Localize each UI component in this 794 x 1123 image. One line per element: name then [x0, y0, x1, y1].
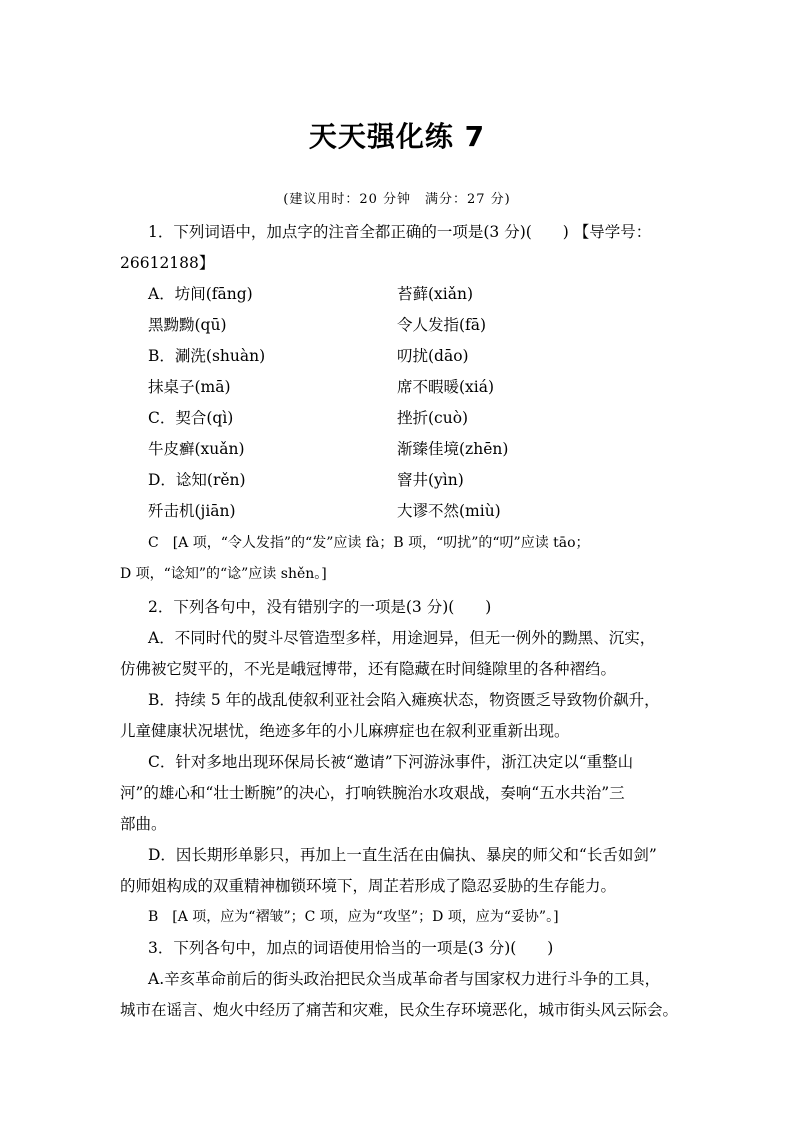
q2-option-b-line1: B．持续 5 年的战乱使叙利亚社会陷入瘫痪状态，物资匮乏导致物价飙升， [148, 691, 660, 709]
q1-option-left: 抹桌子(mā) [148, 378, 231, 396]
q1-option-left: B．涮洗(shuàn) [148, 347, 266, 365]
q2-option-c-line1: C．针对多地出现环保局长被“邀请”下河游泳事件，浙江决定以“重整山 [148, 753, 634, 771]
q1-option-right: 大谬不然(miù) [397, 502, 501, 520]
q1-option-right: 席不暇暖(xiá) [397, 378, 495, 396]
q2-option-a-line1: A．不同时代的熨斗尽管造型多样，用途迥异，但无一例外的黝黑、沉实， [148, 629, 656, 647]
q2-option-b-line2: 儿童健康状况堪忧，绝迹多年的小儿麻痹症也在叙利亚重新出现。 [120, 722, 570, 740]
q2-option-d-line2: 的师姐构成的双重精神枷锁环境下，周芷若形成了隐忍妥胁的生存能力。 [120, 877, 617, 895]
q1-option-left: A．坊间(fāng) [148, 285, 253, 303]
q2-answer: B [A 项，应为“褶皱”；C 项，应为“攻坚”；D 项，应为“妥协”。] [148, 909, 559, 925]
time-score-note: (建议用时：20 分钟 满分：27 分) [283, 192, 511, 207]
q1-option-right: 挫折(cuò) [397, 409, 469, 427]
page-title: 天天强化练 7 [308, 120, 486, 153]
q3-stem: 3．下列各句中，加点的词语使用恰当的一项是(3 分)( ) [148, 939, 554, 957]
q2-option-d-line1: D．因长期形单影只，再加上一直生活在由偏执、暴戾的师父和“长舌如剑” [148, 846, 657, 864]
q1-answer-line2: D 项，“谂知”的“谂”应读 shěn。] [120, 566, 327, 582]
q1-stem-line2: 26612188】 [120, 254, 215, 272]
q1-option-right: 窨井(yìn) [397, 471, 464, 489]
q1-stem-line1: 1．下列词语中，加点字的注音全都正确的一项是(3 分)( ) 【导学号： [148, 223, 652, 241]
q3-option-a-line1: A.辛亥革命前后的街头政治把民众当成革命者与国家权力进行斗争的工具， [148, 970, 661, 988]
q1-option-left: 歼击机(jiān) [148, 502, 236, 520]
q1-option-left: 黑黝黝(qū) [148, 316, 227, 334]
q1-option-left: 牛皮癣(xuǎn) [148, 440, 245, 458]
q1-option-right: 叨扰(dāo) [397, 347, 469, 365]
q1-option-left: D．谂知(rěn) [148, 471, 246, 489]
q2-stem: 2．下列各句中，没有错别字的一项是(3 分)( ) [148, 598, 492, 616]
q1-option-left: C．契合(qì) [148, 409, 234, 427]
q2-option-c-line3: 部曲。 [120, 815, 167, 833]
q2-option-a-line2: 仿佛被它熨平的，不光是峨冠博带，还有隐藏在时间缝隙里的各种褶绉。 [120, 660, 617, 678]
q1-option-right: 苔藓(xiǎn) [397, 285, 474, 303]
q1-answer-line1: C [A 项，“令人发指”的“发”应读 fà；B 项，“叨扰”的“叨”应读 tāo； [148, 535, 590, 551]
q2-option-c-line2: 河”的雄心和“壮士断腕”的决心，打响铁腕治水攻艰战，奏响“五水共治”三 [120, 784, 625, 802]
q1-option-right: 渐臻佳境(zhēn) [397, 440, 509, 458]
q1-option-right: 令人发指(fā) [397, 316, 487, 334]
q3-option-a-line2: 城市在谣言、炮火中经历了痛苦和灾难，民众生存环境恶化，城市街头风云际会。 [120, 1001, 679, 1019]
